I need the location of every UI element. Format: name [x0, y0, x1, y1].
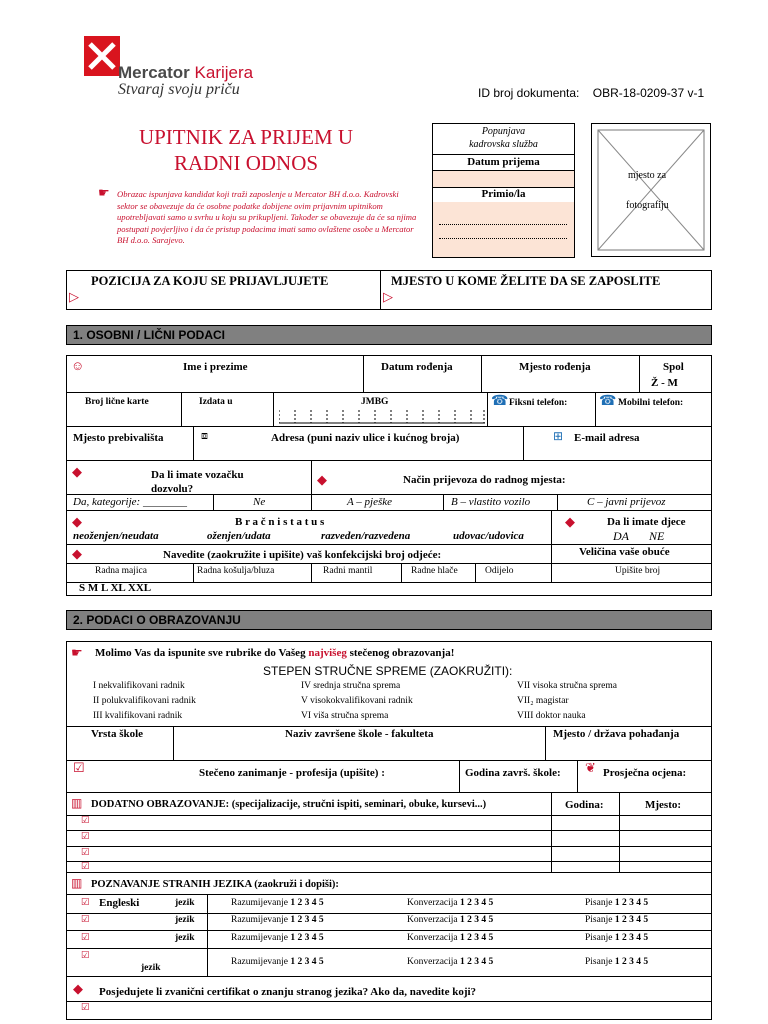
- children-no[interactable]: NE: [649, 529, 665, 543]
- jmbg-field[interactable]: [279, 409, 485, 423]
- hand-icon: ☛: [98, 186, 110, 201]
- doc-id: ID broj dokumenta: OBR-18-0209-37 v-1: [478, 86, 705, 100]
- license-yes[interactable]: Da, kategorije: ________: [73, 496, 187, 508]
- intro-text: Obrazac ispunjava kandidat koji traži zaposlenje u Mercator BH d.o.o. Kadrovski sektor se obavezuje da će osobne podatke dobijene ovim prijavnim upitnikom upotrebljavati samo u svrhu u koju su prikupljeni. Također se obavezuje da će sa njima postupati povjerljivo i da će pristup podacima imati samo ovlaštene osobe u Mercator BH d.o.o. Sarajevo.: [117, 189, 417, 246]
- grade-icon: ❦: [585, 760, 596, 775]
- transport-b[interactable]: B – vlastito vozilo: [451, 496, 531, 508]
- degree-vi[interactable]: VI viša stručna sprema: [301, 711, 389, 721]
- brand-name: Mercator Karijera: [118, 63, 254, 82]
- extra-row-check[interactable]: ☑: [81, 816, 90, 826]
- brand-tagline: Stvaraj svoju priču: [118, 81, 240, 98]
- section-2-header: 2. PODACI O OBRAZOVANJU: [66, 610, 712, 630]
- section-1-header: 1. OSOBNI / LIČNI PODACI: [66, 325, 712, 345]
- extra-row-check[interactable]: ☑: [81, 848, 90, 858]
- email-icon: ⊞: [553, 429, 564, 443]
- transport-c[interactable]: C – javni prijevoz: [587, 496, 666, 508]
- mercator-logo: [84, 36, 120, 76]
- lang-check[interactable]: ☑: [81, 933, 90, 943]
- book-icon: ▥: [71, 876, 83, 890]
- diamond-icon: ◆: [565, 514, 575, 529]
- marital-divorced[interactable]: razveden/razvedena: [321, 530, 411, 542]
- sex-options[interactable]: Ž - M: [651, 377, 678, 389]
- hand-icon: ☛: [71, 645, 83, 660]
- degree-viii[interactable]: VIII doktor nauka: [517, 711, 586, 721]
- check-icon: ☑: [73, 760, 85, 775]
- understand-scale[interactable]: 1 2 3 4 5: [290, 933, 324, 943]
- extra-row-check[interactable]: ☑: [81, 832, 90, 842]
- degree-iii[interactable]: III kvalifikovani radnik: [93, 711, 183, 721]
- diamond-icon: ◆: [72, 464, 82, 479]
- marital-widowed[interactable]: udovac/udovica: [453, 530, 524, 542]
- mobile-icon: ☎: [599, 394, 617, 409]
- lang-check[interactable]: ☑: [81, 951, 90, 961]
- position-input[interactable]: ▷: [69, 289, 79, 304]
- conversation-scale[interactable]: 1 2 3 4 5: [460, 957, 494, 967]
- position-row: POZICIJA ZA KOJU SE PRIJAVLJUJETE MJESTO U KOME ŽELITE DA SE ZAPOSLITE ▷ ▷: [66, 270, 712, 310]
- understand-scale[interactable]: 1 2 3 4 5: [290, 898, 324, 908]
- degree-i[interactable]: I nekvalifikovani radnik: [93, 681, 185, 691]
- phone-icon: ☎: [491, 394, 509, 409]
- conversation-scale[interactable]: 1 2 3 4 5: [460, 915, 494, 925]
- children-yes[interactable]: DA: [613, 529, 629, 543]
- location-input[interactable]: ▷: [383, 289, 393, 304]
- writing-scale[interactable]: 1 2 3 4 5: [614, 933, 649, 943]
- degree-iv[interactable]: IV srednja stručna sprema: [301, 681, 401, 691]
- received-by-field[interactable]: [433, 202, 574, 257]
- writing-scale[interactable]: 1 2 3 4 5: [614, 957, 649, 967]
- understand-scale[interactable]: 1 2 3 4 5: [290, 915, 324, 925]
- marital-married[interactable]: oženjen/udata: [207, 530, 271, 542]
- book-icon: ▥: [71, 796, 83, 810]
- writing-scale[interactable]: 1 2 3 4 5: [614, 915, 649, 925]
- transport-a[interactable]: A – pješke: [347, 496, 393, 508]
- cert-check[interactable]: ☑: [81, 1003, 90, 1013]
- personal-data-table: ☺ Ime i prezime Datum rođenja Mjesto rođenja Spol Ž - M Broj lične karte Izdata u JMBG ☎ Fiksni telefon: ☎ Mobilni telefon: Mjesto prebivališta ⧈ Adresa (puni naziv ulice i kućnog broja) ⊞ E-mail adresa ◆ Da li imate vozačku dozvolu? ◆ Način prijevoza do radnog mjesta: Da, kategorije: ________ Ne A – pješke B – vlastito vozilo C – javni prijevoz ◆ B r a č n i s t a t u s ◆ Da li imate djece neoženjen/neudata oženjen/udata razveden/razvedena udovac/udovica DA NE ◆ Navedite (zaokružite i upišite) vaš konfekcijski broj odjeće: Veličina vaše obuće Radna majica Radna košulja/bluza Radni mantil Radne hlače Odijelo Upišite broj S M L XL XXL: [66, 355, 712, 596]
- license-no[interactable]: Ne: [253, 496, 266, 508]
- date-received-field[interactable]: [433, 170, 574, 187]
- writing-scale[interactable]: 1 2 3 4 5: [614, 898, 649, 908]
- lang-check[interactable]: ☑: [81, 898, 90, 908]
- conversation-scale[interactable]: 1 2 3 4 5: [460, 898, 494, 908]
- photo-placeholder[interactable]: mjesto za fotografiju: [591, 123, 711, 257]
- size-options[interactable]: S M L XL XXL: [79, 582, 152, 594]
- degree-v[interactable]: V visokokvalifikovani radnik: [301, 696, 413, 706]
- marital-single[interactable]: neoženjen/neudata: [73, 530, 159, 542]
- diamond-icon: ◆: [317, 472, 327, 487]
- page-title: UPITNIK ZA PRIJEM U RADNI ODNOS: [138, 125, 354, 175]
- education-table: ☛ Molimo Vas da ispunite sve rubrike do Vašeg najvišeg stečenog obrazovanja! STEPEN STRUČNE SPREME (ZAOKRUŽITI): I nekvalifikovani radnik II polukvalifikovani radnik III kvalifikovani radnik IV srednja stručna sprema V visokokvalifikovani radnik VI viša stručna sprema VII visoka stručna sprema VII₂ magistar VIII doktor nauka Vrsta škole Naziv završene škole - fakulteta Mjesto / država pohađanja ☑ Stečeno zanimanje - profesija (upišite) : Godina završ. škole: ❦ Prosječna ocjena: ▥ DODATNO OBRAZOVANJE: (specijalizacije, stručni ispiti, seminari, obuke, kursevi...) Godina: Mjesto: ☑ ☑ ☑ ☑ ▥ POZNAVANJE STRANIH JEZIKA (zaokruži i dopiši): ☑ Engleski jezik Razumijevanje 1 2 3 4 5 Konverzacija 1 2 3 4 5 Pisanje 1 2 3 4 5 ☑ jezik Razumijevanje 1 2 3 4 5 Konverzacija 1 2 3 4 5 Pisanje 1 2 3 4 5 ☑ jezik Razumijevanje 1 2 3 4 5 Konverzacija 1 2 3 4 5 Pisanje 1 2 3 4 5 ☑ jezik Razumijevanje 1 2 3 4 5 Konverzacija 1 2 3 4 5 Pisanje 1 2 3 4 5 ◆ Posjedujete li zvanični certifikat o znanju stranog jezika? Ako da, navedite koji? ☑: [66, 641, 712, 1020]
- hr-box: Popunjava kadrovska služba Datum prijema Primio/la: [432, 123, 575, 258]
- degree-ii[interactable]: II polukvalifikovani radnik: [93, 696, 196, 706]
- degree-vii[interactable]: VII visoka stručna sprema: [517, 681, 617, 691]
- address-icon: ⧈: [201, 430, 208, 442]
- diamond-icon: ◆: [72, 514, 82, 529]
- understand-scale[interactable]: 1 2 3 4 5: [290, 957, 324, 967]
- diamond-icon: ◆: [73, 981, 83, 996]
- conversation-scale[interactable]: 1 2 3 4 5: [460, 933, 494, 943]
- degree-vii2[interactable]: VII₂ magistar: [517, 696, 569, 706]
- extra-row-check[interactable]: ☑: [81, 862, 90, 872]
- diamond-icon: ◆: [72, 546, 82, 561]
- smile-icon: ☺: [71, 358, 85, 373]
- lang-check[interactable]: ☑: [81, 915, 90, 925]
